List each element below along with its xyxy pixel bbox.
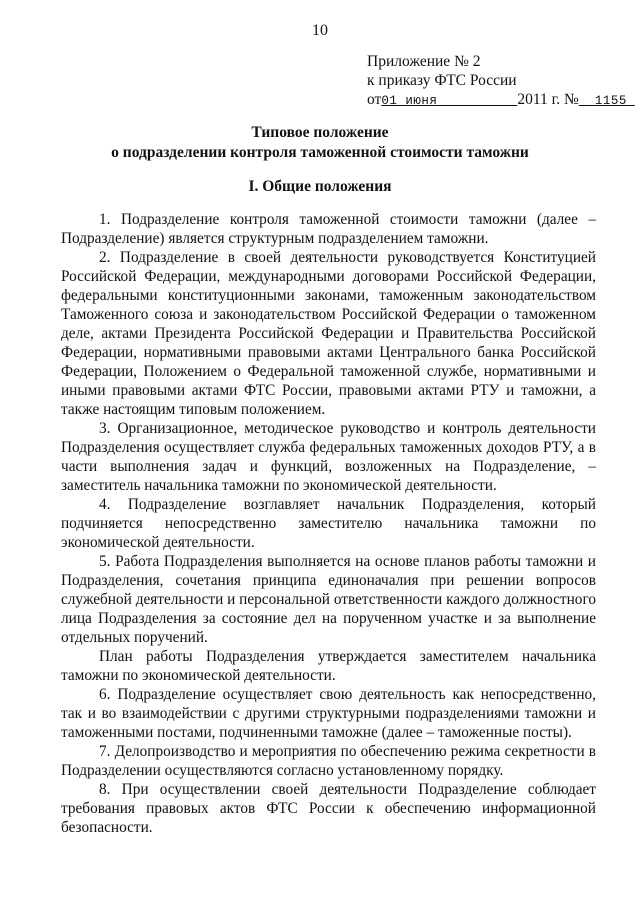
page-number: 10 [312, 22, 328, 39]
date-prefix: от [367, 91, 382, 108]
document-body [61, 210, 596, 837]
appendix-line1: Приложение № 2 [367, 53, 481, 70]
order-year-label: 2011 г. № [517, 91, 579, 108]
paragraph-5-plan: План работы Подразделения утверждается заместителем начальника таможни по экономической деятельности. [61, 648, 596, 684]
paragraph-4: 4. Подразделение возглавляет начальник Подразделения, который подчиняется непосредственно заместителю начальника таможни по экономической деятельности. [61, 496, 596, 551]
paragraph-7: 7. Делопроизводство и мероприятия по обеспечению режима секретности в Подразделении осуществляются согласно установленному порядку. [61, 743, 596, 779]
order-date: 01 июня [381, 94, 438, 108]
paragraph-8: 8. При осуществлении своей деятельности Подразделение соблюдает требования правовых актов ФТС России к обеспечению информационной безопасности. [61, 781, 596, 836]
appendix-header [367, 52, 635, 111]
appendix-line2: к приказу ФТС России [367, 72, 517, 89]
title-line2: о подразделении контроля таможенной стоимости таможни [111, 144, 529, 161]
paragraph-1: 1. Подразделение контроля таможенной стоимости таможни (далее – Подразделение) является структурным подразделением таможни. [61, 211, 596, 247]
paragraph-6: 6. Подразделение осуществляет свою деятельность как непосредственно, так и во взаимодействии с другими структурными подразделениями таможни и таможенными постами, подчиненными таможне (далее – таможенные посты). [61, 686, 596, 741]
paragraph-2: 2. Подразделение в своей деятельности руководствуется Конституцией Российской Федерации, международными договорами Российской Федерации, федеральными конституционными законами, таможенным законодательством Таможенного союза и законодательством Российской Федерации о таможенном деле, актами Президента Российской Федерации и Правительства Российской Федерации, нормативными правовыми актами Центрального банка Российской Федерации, Положением о Федеральной таможенной службе, нормативными и иными правовыми актами ФТС России, правовыми актами РТУ и таможни, а также настоящим типовым положением. [61, 249, 596, 418]
section-heading: I. Общие положения [248, 178, 392, 195]
appendix-date-line [367, 90, 635, 111]
paragraph-5: 5. Работа Подразделения выполняется на основе планов работы таможни и Подразделения, сочетания принципа единоначалия при решении вопросов служебной деятельности и персональной ответственности каждого должностного лица Подразделения за состояние дел на порученном участке и за выполнение отдельных поручений. [61, 553, 596, 646]
title-line1: Типовое положение [251, 124, 389, 141]
paragraph-3: 3. Организационное, методическое руководство и контроль деятельности Подразделения осуществляет служба федеральных таможенных доходов РТУ, а в части выполнения задач и функций, возложенных на Подразделение, – заместитель начальника таможни по экономической деятельности. [61, 420, 596, 494]
document-title [0, 123, 640, 163]
order-number: 1155 [594, 94, 627, 108]
